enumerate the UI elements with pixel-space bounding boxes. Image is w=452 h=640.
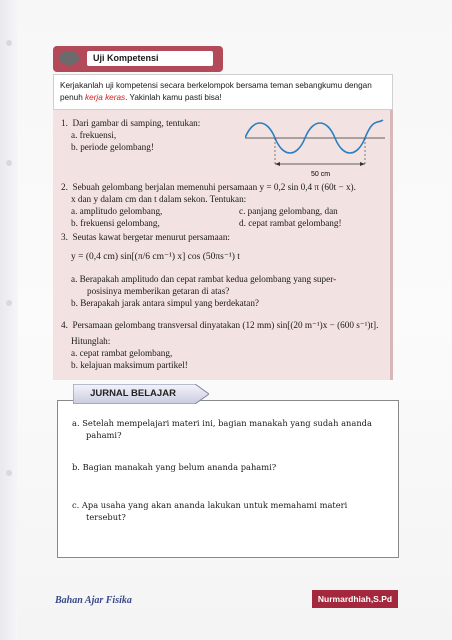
journal-question-a: a. Setelah mempelajari materi ini, bagian manakah yang sudah ananda: [72, 418, 372, 428]
problem-3-a1: a. Berapakah amplitudo dan cepat rambat kedua gelombang yang super-: [71, 274, 337, 284]
problem-1: [61, 118, 200, 129]
arrow-left-icon: [275, 162, 280, 166]
journal-tab: [73, 384, 209, 404]
journal-title: JURNAL BELAJAR: [90, 388, 176, 399]
journal-question-c-cont: tersebut?: [86, 512, 126, 522]
journal-box: [57, 400, 399, 558]
problem-number: 1.: [61, 118, 68, 128]
problem-4: [61, 320, 378, 331]
problem-number: 4.: [61, 320, 68, 330]
problem-text: Sebuah gelombang berjalan memenuhi persamaan y = 0,2 sin 0,4 π (60t − x).: [72, 182, 356, 192]
problem-4-a: a. cepat rambat gelombang,: [71, 348, 173, 358]
problem-3-equation: y = (0,4 cm) sin[(π/6 cm⁻¹) x] cos (50πs⁻¹) t: [71, 252, 240, 262]
footer-author: Nurmardhiah,S.Pd: [312, 590, 398, 608]
task-highlight: kerja keras: [85, 93, 126, 102]
section-title: Uji Kompetensi: [87, 51, 213, 66]
journal-question-a-cont: pahami?: [86, 430, 122, 440]
problem-2-b: b. frekuensi gelombang,: [71, 218, 160, 228]
problem-number: 3.: [61, 232, 68, 242]
problems-panel: [53, 110, 393, 380]
problem-4-b: b. kelajuan maksimum partikel!: [71, 360, 188, 370]
arrow-right-icon: [360, 162, 365, 166]
problem-text: Seutas kawat bergetar menurut persamaan:: [72, 232, 230, 242]
decor-dot: [6, 470, 12, 476]
task-text-after: . Yakinlah kamu pasti bisa!: [125, 93, 222, 102]
journal-question-c: c. Apa usaha yang akan ananda lakukan untuk memahami materi: [72, 500, 348, 510]
problem-1-a: a. frekuensi,: [71, 130, 117, 140]
decor-dot: [6, 40, 12, 46]
problem-3-b: b. Berapakah jarak antara simpul yang berdekatan?: [71, 298, 260, 308]
journal-question-b: b. Bagian manakah yang belum ananda pahami?: [72, 462, 277, 472]
left-decorative-strip: [0, 0, 18, 640]
section-header: [53, 46, 223, 72]
task-instruction: [53, 74, 393, 110]
problem-number: 2.: [61, 182, 68, 192]
wave-curve: [245, 120, 383, 153]
footer-book-title: Bahan Ajar Fisika: [55, 595, 132, 606]
problem-text: Dari gambar di samping, tentukan:: [72, 118, 201, 128]
problem-3: [61, 232, 230, 243]
problem-2-a: a. amplitudo gelombang,: [71, 206, 163, 216]
wave-figure: [245, 114, 385, 182]
problem-2: [61, 182, 356, 193]
task-text-before: Kerjakanlah uji kompetensi secara berkelompok bersama teman sebangkumu dengan penuh: [60, 81, 372, 102]
problem-3-a2: posisinya memberikan getaran di atas?: [87, 286, 230, 296]
problem-2-line2: x dan y dalam cm dan t dalam sekon. Tentukan:: [71, 194, 247, 204]
problem-2-d: d. cepat rambat gelombang!: [239, 218, 342, 228]
decor-dot: [6, 300, 12, 306]
problem-2-c: c. panjang gelombang, dan: [239, 206, 338, 216]
problem-4-line2: Hitunglah:: [71, 336, 111, 346]
problem-text: Persamaan gelombang transversal dinyatakan (12 mm) sin[(20 m⁻¹)x − (600 s⁻¹)t].: [72, 320, 379, 330]
decor-dot: [6, 160, 12, 166]
problem-1-b: b. periode gelombang!: [71, 142, 154, 152]
width-label: 50 cm: [311, 171, 331, 178]
speech-bubble-icon: [59, 51, 79, 65]
